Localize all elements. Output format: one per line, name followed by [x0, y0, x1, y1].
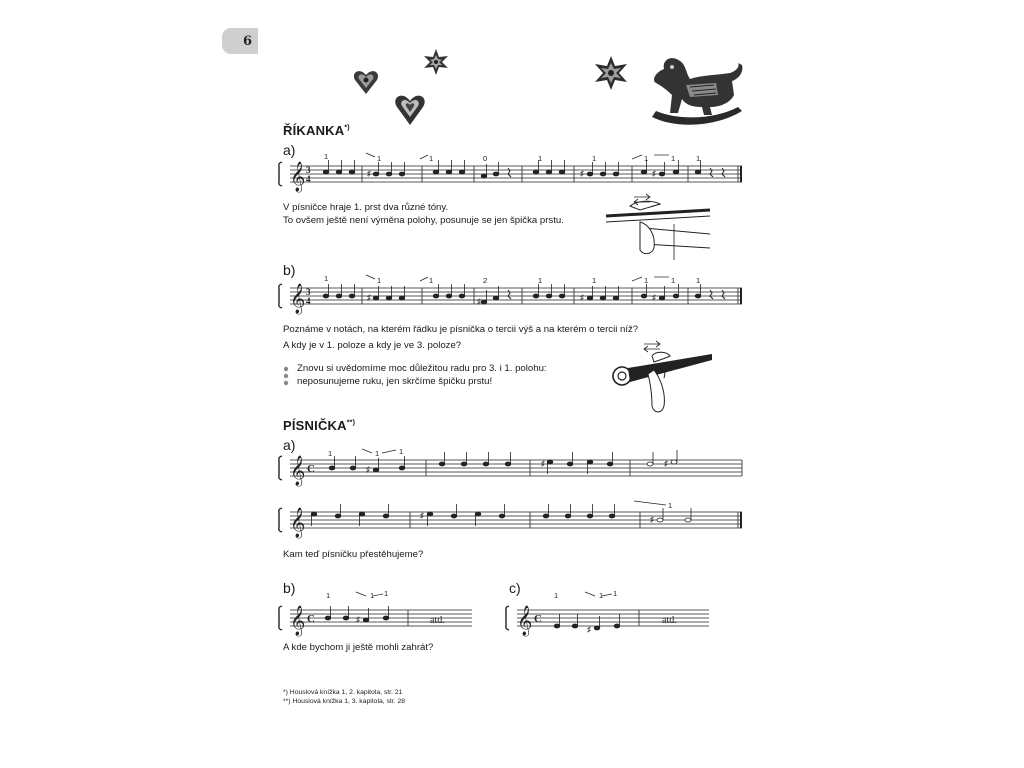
svg-text:♯: ♯: [367, 293, 371, 302]
page-number-tab: [222, 28, 258, 54]
svg-text:♯: ♯: [587, 625, 591, 634]
svg-text:1: 1: [592, 154, 597, 163]
time-signature-top: 3: [306, 165, 311, 175]
svg-text:1: 1: [429, 276, 434, 285]
svg-text:𝄞: 𝄞: [290, 456, 306, 486]
note-line: Znovu si uvědomíme moc důležitou radu pro 3. i 1. polohu:: [297, 363, 547, 374]
continuation-atd: atd.: [662, 615, 677, 626]
time-signature-common: C: [534, 613, 542, 625]
time-signature-bottom: 4: [306, 174, 311, 184]
violin-hand-illustration: [604, 194, 714, 262]
svg-text:𝄞: 𝄞: [517, 606, 533, 636]
rikanka-footnote-mark: *): [344, 124, 350, 132]
heart-cookie-icon: [353, 68, 379, 96]
pisnicka-footnote-mark: **): [346, 419, 356, 427]
svg-text:0: 0: [483, 154, 488, 163]
svg-text:1: 1: [377, 276, 382, 285]
svg-text:𝄞: 𝄞: [290, 508, 306, 538]
svg-text:1: 1: [326, 591, 331, 600]
svg-text:1: 1: [328, 449, 333, 458]
svg-text:1: 1: [592, 276, 597, 285]
svg-text:𝄞: 𝄞: [290, 284, 306, 314]
svg-text:1: 1: [324, 274, 329, 283]
time-signature-common: C: [307, 613, 315, 625]
svg-text:1: 1: [599, 591, 604, 600]
svg-text:♯: ♯: [356, 615, 360, 624]
text-line: V písničce hraje 1. prst dva různé tóny.: [283, 202, 449, 213]
svg-text:♯: ♯: [366, 465, 370, 474]
staff-rikanka-b: [276, 272, 746, 318]
heart-cookie-icon-2: [394, 92, 426, 126]
pisnicka-part-b-label: b): [283, 580, 296, 596]
rikanka-note: [297, 363, 597, 388]
svg-text:1: 1: [538, 154, 543, 163]
text-line: To ovšem ještě není výměna polohy, posunuje se jen špička prstu.: [283, 214, 564, 226]
pisnicka-part-c-label: c): [509, 580, 521, 596]
svg-text:1: 1: [324, 152, 329, 161]
question-line: Poznáme v notách, na kterém řádku je písnička o tercii výš a na kterém o tercii níž?: [283, 324, 639, 335]
pisnicka-question-bc: A kde bychom ji ještě mohli zahrát?: [283, 642, 434, 653]
staff-pisnicka-c: [503, 589, 713, 640]
rikanka-heading: [283, 123, 350, 138]
svg-text:𝄞: 𝄞: [290, 606, 306, 636]
pisnicka-title: PÍSNIČKA: [283, 418, 347, 433]
svg-text:♯: ♯: [650, 515, 654, 524]
svg-text:♯: ♯: [420, 511, 424, 520]
rikanka-part-b-label: b): [283, 262, 296, 278]
svg-text:1: 1: [613, 589, 618, 598]
svg-text:1: 1: [668, 501, 673, 510]
note-line: neposunujeme ruku, jen skrčíme špičku prstu!: [297, 375, 493, 387]
pisnicka-heading: [283, 418, 355, 433]
svg-text:1: 1: [671, 154, 676, 163]
exclamation-dots-icon: [283, 366, 289, 386]
svg-text:1: 1: [399, 447, 404, 456]
svg-text:1: 1: [644, 154, 649, 163]
continuation-atd: atd.: [430, 615, 445, 626]
svg-text:♯: ♯: [652, 169, 656, 178]
staff-pisnicka-b: [276, 589, 476, 640]
footnotes: [283, 689, 583, 706]
question-line: A kdy je v 1. poloze a kdy je ve 3. poloze?: [283, 339, 462, 351]
svg-text:♯: ♯: [580, 293, 584, 302]
svg-text:𝄞: 𝄞: [290, 162, 306, 192]
svg-text:1: 1: [554, 591, 559, 600]
rikanka-title: ŘÍKANKA: [283, 123, 345, 138]
svg-text:1: 1: [696, 154, 701, 163]
svg-text:♯: ♯: [477, 297, 481, 306]
svg-text:1: 1: [384, 589, 389, 598]
rikanka-text-a: [283, 202, 603, 227]
footnote: *) Houslová knížka 1, 2. kapitola, str. 21: [283, 689, 403, 696]
svg-text:♯: ♯: [664, 459, 668, 468]
svg-text:♯: ♯: [367, 169, 371, 178]
star-cookie-icon-2: [593, 55, 629, 91]
staff-rikanka-a: [276, 150, 746, 196]
time-signature-top: 3: [306, 287, 311, 297]
pisnicka-part-a-label: a): [283, 437, 296, 453]
rikanka-part-a-label: a): [283, 142, 296, 158]
svg-text:♯: ♯: [541, 459, 545, 468]
star-cookie-icon: [422, 48, 450, 76]
svg-text:♯: ♯: [580, 169, 584, 178]
svg-text:1: 1: [429, 154, 434, 163]
svg-text:1: 1: [644, 276, 649, 285]
svg-text:1: 1: [671, 276, 676, 285]
svg-text:♯: ♯: [652, 293, 656, 302]
staff-pisnicka-a-line2: [276, 496, 746, 542]
rocking-horse-icon: [646, 55, 744, 127]
page-number: 6: [242, 33, 252, 49]
footnote: **) Houslová knížka 1, 3. kapitola, str. 28: [283, 697, 406, 705]
time-signature-common: C: [307, 463, 315, 475]
svg-text:1: 1: [375, 449, 380, 458]
svg-text:1: 1: [538, 276, 543, 285]
violin-scroll-illustration: [608, 342, 714, 418]
pisnicka-question-a: Kam teď písničku přestěhujeme?: [283, 549, 424, 560]
svg-text:1: 1: [377, 154, 382, 163]
svg-text:1: 1: [696, 276, 701, 285]
svg-text:1: 1: [370, 591, 375, 600]
svg-text:2: 2: [483, 276, 488, 285]
time-signature-bottom: 4: [306, 296, 311, 306]
staff-pisnicka-a-line1: [276, 444, 746, 490]
